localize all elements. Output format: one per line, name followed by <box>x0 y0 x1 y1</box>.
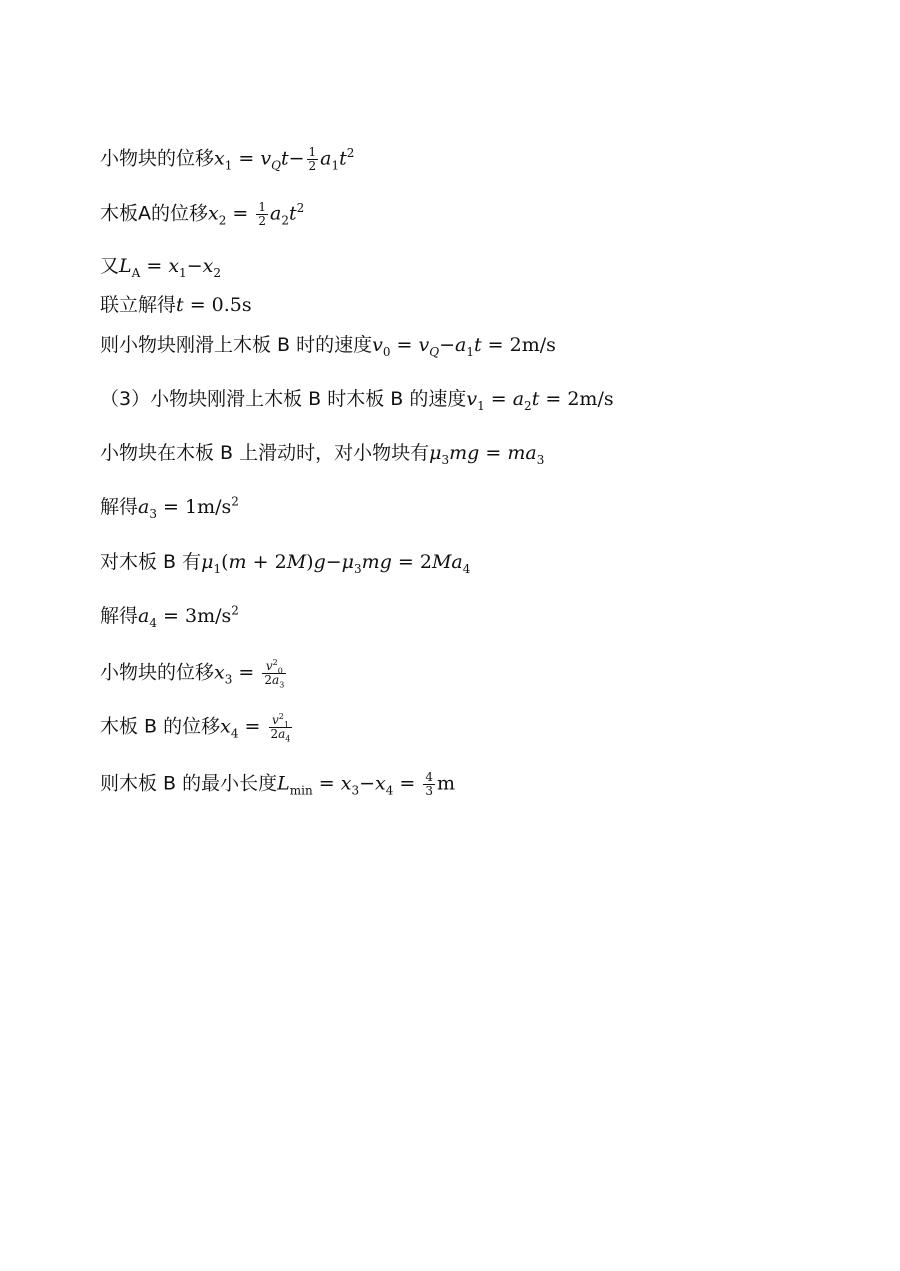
line-text: 木板 B 的位移 <box>100 715 221 738</box>
equation-line-11: 小物块的位移$x_3$ = $\frac{v^2_0}{2a_3}$ <box>100 658 285 690</box>
line-text: （3）小物块刚滑上木板 B 时木板 B 的速度 <box>100 388 467 410</box>
equation-line-8: 解得$a_3 = 1m/s^2$ <box>100 494 239 521</box>
line-text: 解得 <box>100 605 139 627</box>
line-text: 则小物块刚滑上木板 B 时的速度 <box>100 334 373 356</box>
line-text: 解得 <box>100 496 139 518</box>
equation-line-9: 对木板 B 有$\mu_1(m + 2M)g-\mu_3mg = 2Ma_4$ <box>100 551 471 576</box>
line-text: 又 <box>100 255 120 277</box>
line-text: 对木板 B 有 <box>100 551 202 573</box>
equation-line-5: 则小物块刚滑上木板 B 时的速度$v_0 = v_Q-a_1t = 2m/s$ <box>100 334 556 359</box>
equation-line-6: （3）小物块刚滑上木板 B 时木板 B 的速度$v_1 = a_2t = 2m/s$ <box>100 388 614 413</box>
line-text: 小物块的位移 <box>100 661 215 684</box>
line-text: 小物块的位移 <box>100 147 215 170</box>
equation-line-12: 木板 B 的位移$x_4$ = $\frac{v^2_1}{2a_4}$ <box>100 712 291 744</box>
equation-line-10: 解得$a_4 = 3m/s^2$ <box>100 603 239 630</box>
equation-line-3: 又$L_A = x_1-x_2$ <box>100 255 221 280</box>
equation-line-7: 小物块在木板 B 上滑动时，对小物块有$\mu_3mg = ma_3$ <box>100 442 545 467</box>
line-text: 联立解得 <box>100 294 177 316</box>
line-text: 小物块在木板 B 上滑动时，对小物块有 <box>100 442 430 464</box>
equation-line-4: 联立解得t = 0.5s <box>100 294 252 316</box>
equation-line-2: 木板A的位移$x_2$ = $\frac{1}{2}$ $a_2t^2$ <box>100 200 305 228</box>
line-text: 则木板 B 的最小长度 <box>100 772 278 795</box>
equation-line-1: 小物块的位移$x_1 = v_Qt-$ $\frac{1}{2}$ $a_1t^2$ <box>100 145 355 173</box>
equation-line-13: 则木板 B 的最小长度$L_{min} = x_3-x_4$ = $\frac{4}{3}$ m <box>100 770 456 798</box>
line-text: 木板A的位移 <box>100 202 208 225</box>
